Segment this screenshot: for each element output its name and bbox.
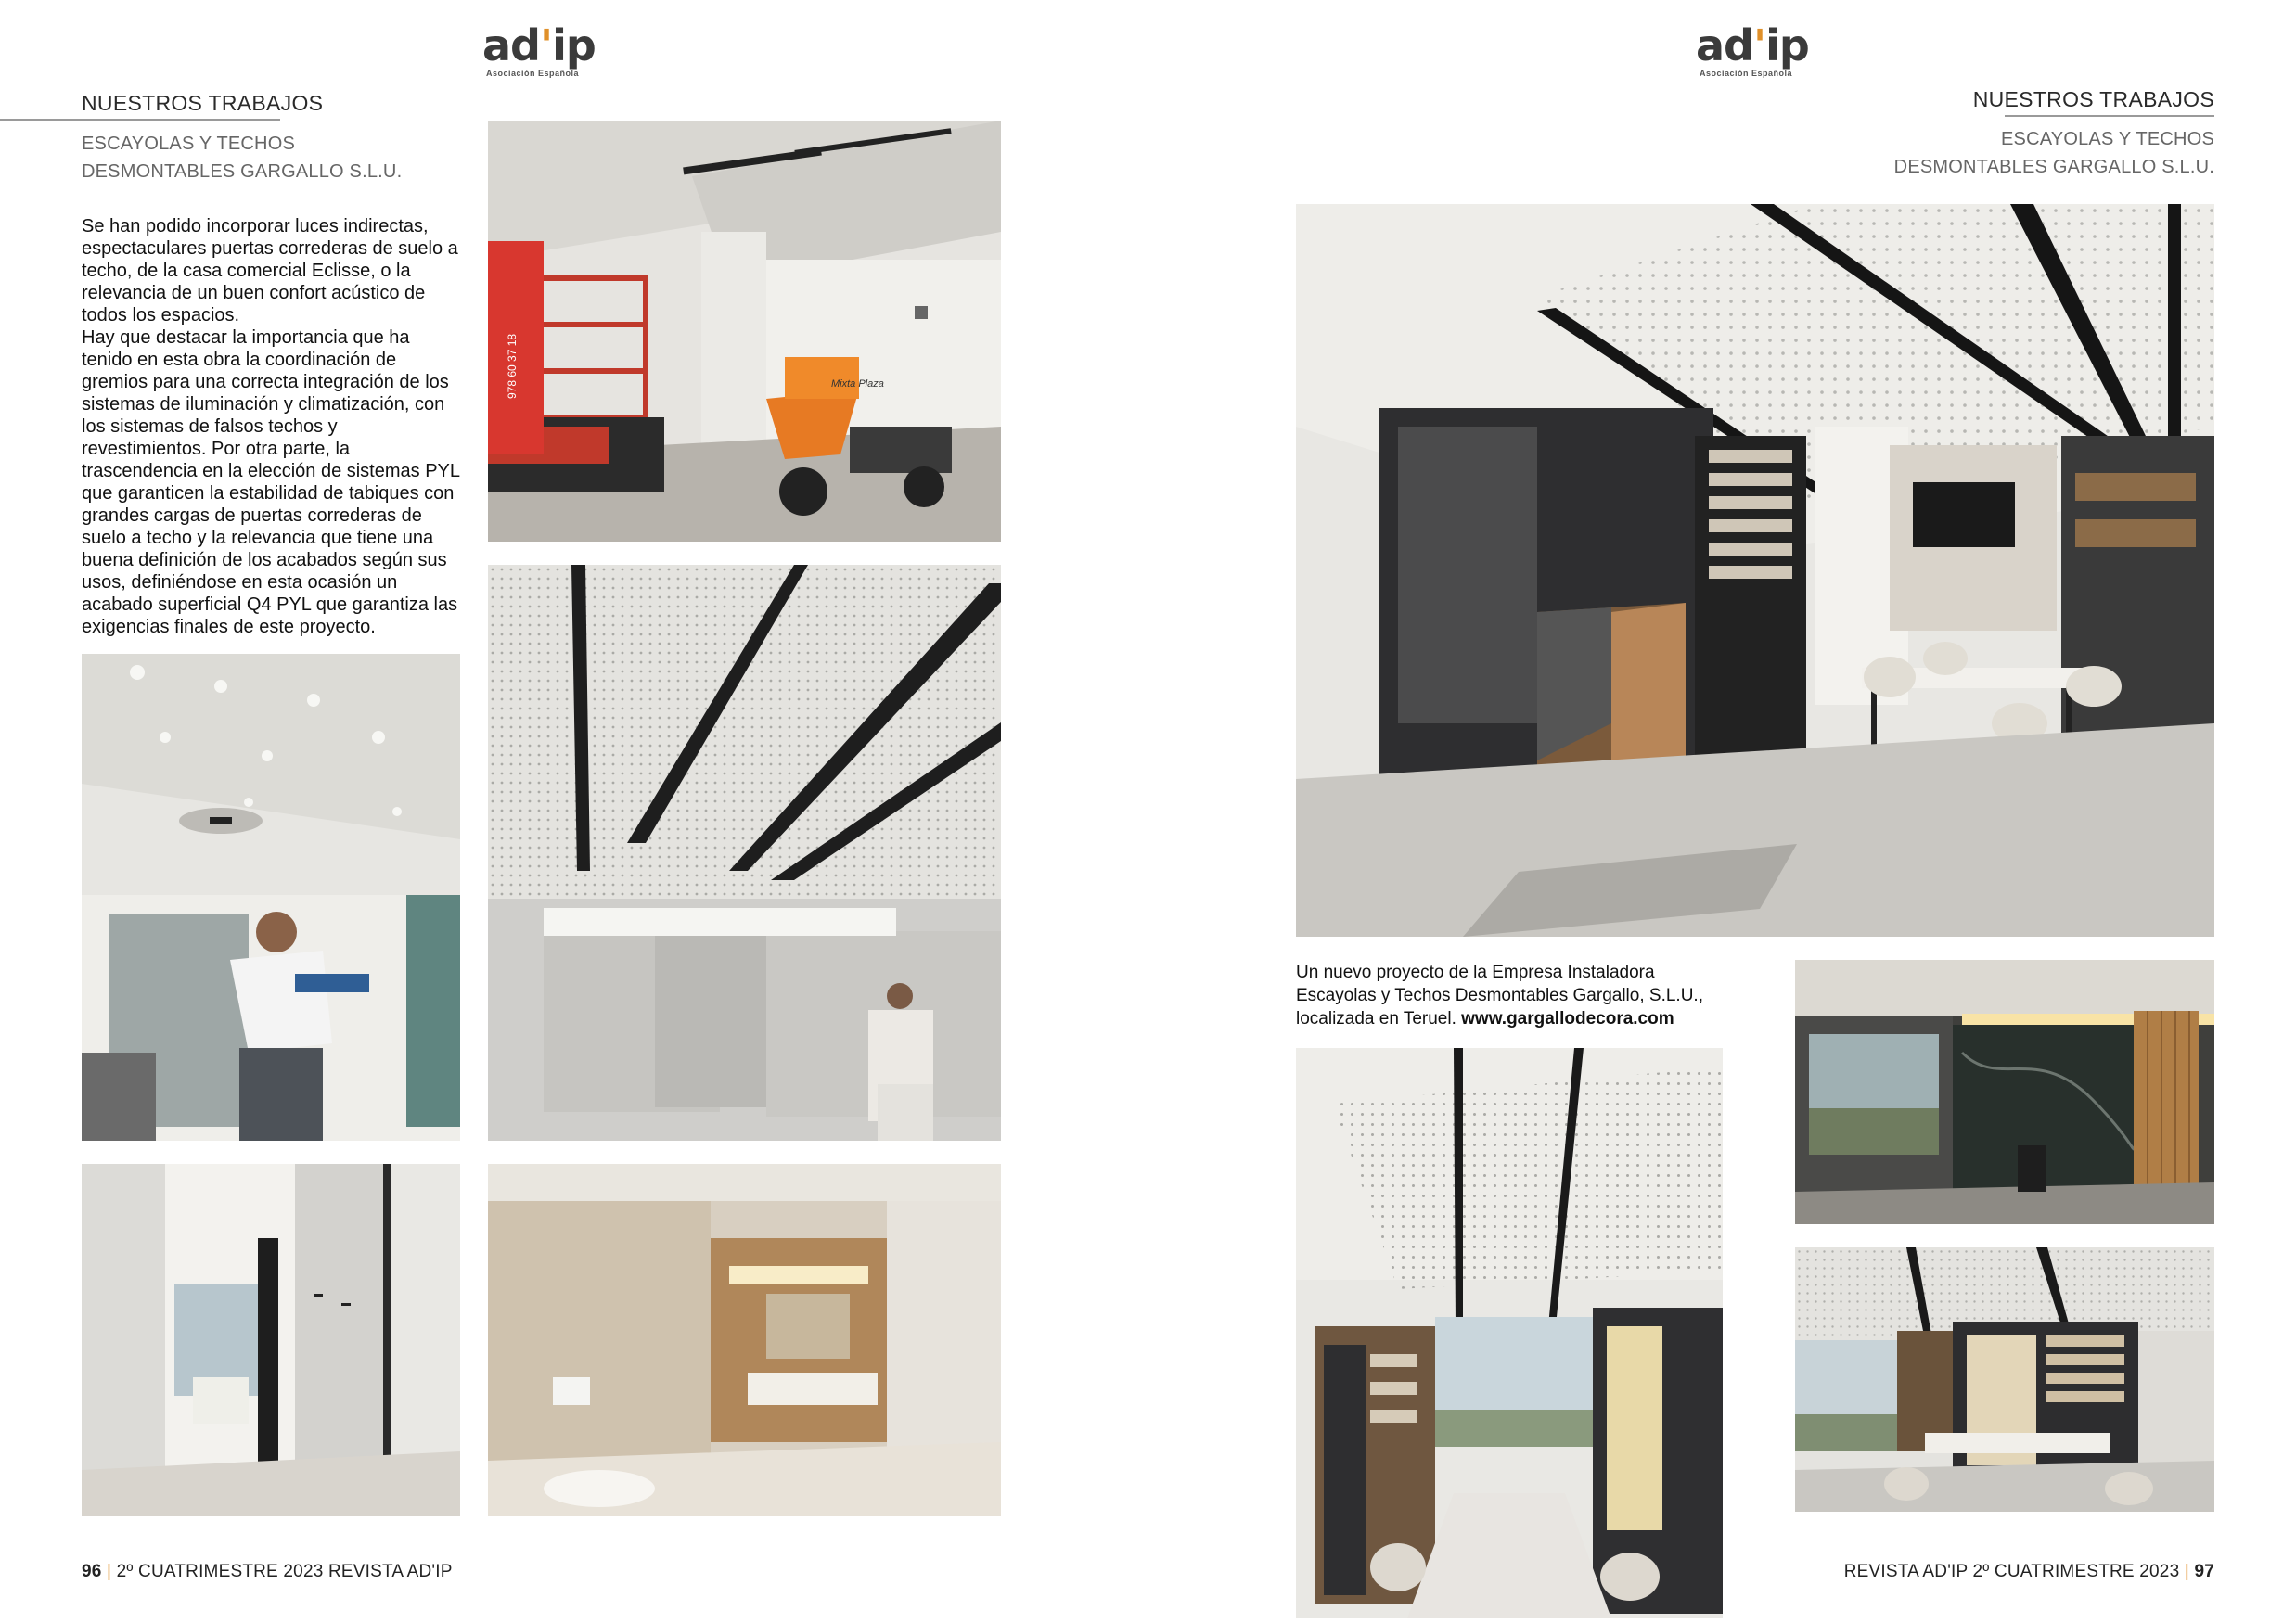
- photo-showroom-shelves: [1795, 1247, 2214, 1512]
- logo-tagline: Asociación Española: [486, 69, 580, 78]
- photo-construction-site: [488, 121, 1001, 542]
- subtitle-line-1: ESCAYOLAS Y TECHOS: [2001, 129, 2214, 149]
- section-heading: NUESTROS TRABAJOS: [1972, 87, 2214, 111]
- company-subtitle: [82, 130, 402, 185]
- photo-perforated-ceiling: [488, 565, 1001, 1141]
- photo-marble-wall: [1795, 960, 2214, 1224]
- article-body: [82, 215, 460, 638]
- company-subtitle: [1894, 125, 2214, 181]
- subtitle-line-2: DESMONTABLES GARGALLO S.L.U.: [82, 161, 403, 182]
- pump-brand-text: Mixta Plaza: [831, 378, 884, 390]
- right-page: [1148, 0, 2296, 1623]
- logo-tagline: Asociación Española: [1700, 69, 1793, 78]
- lift-phone-text: 978 60 37 18: [506, 333, 519, 399]
- section-heading: NUESTROS TRABAJOS: [82, 91, 324, 115]
- project-caption: [1296, 961, 1723, 1030]
- section-rule: [2005, 115, 2214, 117]
- folio-separator: |: [107, 1562, 112, 1581]
- logo-mark: ad'ip: [1696, 20, 1809, 70]
- photo-showroom-hero: [1296, 204, 2214, 937]
- website-link[interactable]: www.gargallodecora.com: [1461, 1009, 1674, 1029]
- logo-mark: ad'ip: [482, 20, 596, 70]
- adip-logo: [482, 20, 612, 80]
- subtitle-line-1: ESCAYOLAS Y TECHOS: [82, 134, 295, 154]
- folio-separator: |: [2184, 1562, 2189, 1581]
- paragraph: Hay que destacar la importancia que ha tenido en esta obra la coordinación de gremios para una correcta integración de los sistemas de iluminación y climatización, con los sistemas de falsos techos y revestimientos. Por otra parte, la trascendencia en la elección de sistemas PYL que garanticen la estabilidad de tabiques con grandes cargas de puertas correderas de suelo a techo y la relevancia que tiene una buena definición de los acabados según sus usos, definiéndose en esta ocasión un acabado superficial Q4 PYL que garantiza las exigencias finales de este proyecto.: [82, 327, 460, 637]
- photo-bathroom: [488, 1164, 1001, 1516]
- folio-text: REVISTA AD'IP 2º CUATRIMESTRE 2023: [1843, 1562, 2180, 1581]
- photo-showroom-table: [1296, 1048, 1723, 1618]
- folio-left: [82, 1562, 453, 1582]
- photo-sliding-door: [82, 1164, 460, 1516]
- folio-right: [1844, 1562, 2214, 1582]
- photo-worker-plastering: [82, 654, 460, 1141]
- adip-logo: [1696, 20, 1826, 80]
- paragraph: Se han podido incorporar luces indirectas, espectaculares puertas correderas de suelo a techo, de la casa comercial Eclisse, o la relevancia de un buen confort acústico de todos los espacios.: [82, 216, 458, 326]
- section-rule: [0, 119, 280, 121]
- page-number: 96: [82, 1562, 102, 1581]
- page-number: 97: [2194, 1562, 2214, 1581]
- caption-text: Un nuevo proyecto de la Empresa Instaladora Escayolas y Techos Desmontables Gargallo, S.L.U., localizada en Teruel.: [1296, 963, 1703, 1029]
- subtitle-line-2: DESMONTABLES GARGALLO S.L.U.: [1893, 157, 2214, 177]
- folio-text: 2º CUATRIMESTRE 2023 REVISTA AD'IP: [116, 1562, 453, 1581]
